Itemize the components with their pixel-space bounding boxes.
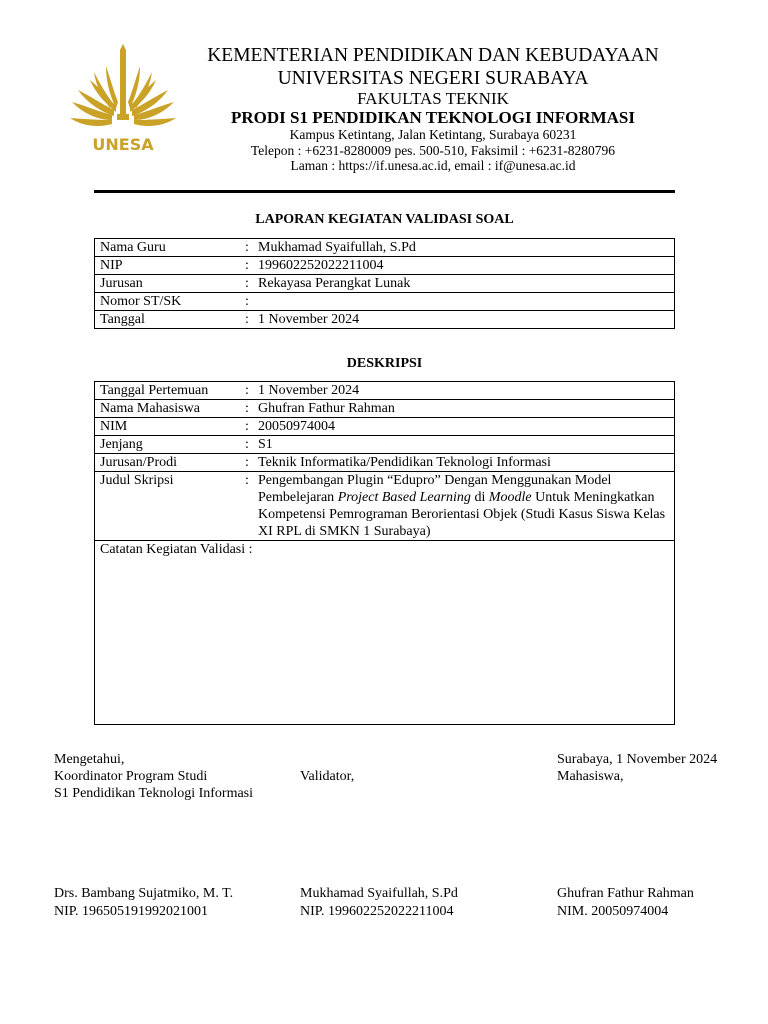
field-separator: : xyxy=(238,418,256,436)
address-line: Kampus Ketintang, Jalan Ketintang, Surabaya 60231 xyxy=(289,127,577,142)
sig-right-id: NIM. 20050974004 xyxy=(557,904,669,919)
field-separator: : xyxy=(238,436,256,454)
field-value: 199602252022211004 xyxy=(256,257,675,275)
thesis-text: Untuk Meningkatkan Kompetensi Pemrograman Berorientasi Objek (Studi Kasus Siswa Kelas XI RPL di SMKN 1 Surabaya) xyxy=(258,490,666,539)
field-label: Nomor ST/SK xyxy=(95,293,239,311)
thesis-italic: Moodle xyxy=(488,490,532,505)
field-value xyxy=(256,293,675,311)
notes-box xyxy=(95,541,675,725)
table-row xyxy=(95,293,675,311)
table-row xyxy=(95,454,675,472)
field-value: Teknik Informatika/Pendidikan Teknologi Informasi xyxy=(256,454,675,472)
field-separator: : xyxy=(238,472,256,541)
faculty-name: FAKULTAS TEKNIK xyxy=(357,89,509,108)
field-value: Rekayasa Perangkat Lunak xyxy=(256,275,675,293)
unesa-logo xyxy=(66,42,180,154)
notes-row xyxy=(95,541,675,725)
field-label: Jurusan/Prodi xyxy=(95,454,239,472)
program-name: PRODI S1 PENDIDIKAN TEKNOLOGI INFORMASI xyxy=(231,108,635,127)
sig-left-line2: Koordinator Program Studi xyxy=(54,769,208,784)
phone-line: Telepon : +6231-8280009 pes. 500-510, Faksimil : +6231-8280796 xyxy=(250,143,616,158)
sig-right-role: Mahasiswa, xyxy=(557,769,624,784)
header-divider xyxy=(94,190,675,193)
field-separator: : xyxy=(238,400,256,418)
field-label: Tanggal Pertemuan xyxy=(95,382,239,400)
field-separator: : xyxy=(238,257,256,275)
field-separator: : xyxy=(238,275,256,293)
university-name: UNIVERSITAS NEGERI SURABAYA xyxy=(277,68,589,89)
thesis-text: di xyxy=(470,490,489,505)
field-value: Ghufran Fathur Rahman xyxy=(256,400,675,418)
field-label: Jenjang xyxy=(95,436,239,454)
sig-left-id: NIP. 196505191992021001 xyxy=(54,904,209,919)
description-title: DESKRIPSI xyxy=(346,356,423,371)
sig-middle-name: Mukhamad Syaifullah, S.Pd xyxy=(300,886,458,901)
sig-right-date: Surabaya, 1 November 2024 xyxy=(557,752,718,767)
thesis-italic: Project Based Learning xyxy=(337,490,471,505)
field-label: NIP xyxy=(95,257,239,275)
web-line: Laman : https://if.unesa.ac.id, email : if@unesa.ac.id xyxy=(290,158,576,173)
report-title: LAPORAN KEGIATAN VALIDASI SOAL xyxy=(255,212,514,227)
field-value: 20050974004 xyxy=(256,418,675,436)
thesis-title xyxy=(256,472,675,541)
field-label: NIM xyxy=(95,418,239,436)
field-separator: : xyxy=(238,311,256,329)
sig-left-name: Drs. Bambang Sujatmiko, M. T. xyxy=(54,886,234,901)
sig-middle-role: Validator, xyxy=(300,769,355,784)
ministry-name: KEMENTERIAN PENDIDIKAN DAN KEBUDAYAAN xyxy=(207,45,659,66)
table-row xyxy=(95,436,675,454)
field-label: Nama Guru xyxy=(95,239,239,257)
table-row xyxy=(95,418,675,436)
table-row xyxy=(95,257,675,275)
table-row xyxy=(95,382,675,400)
field-separator: : xyxy=(238,239,256,257)
sig-left-line1: Mengetahui, xyxy=(54,752,125,767)
table-row xyxy=(95,472,675,541)
notes-label: Catatan Kegiatan Validasi : xyxy=(100,542,253,557)
field-value: 1 November 2024 xyxy=(256,382,675,400)
field-value: S1 xyxy=(256,436,675,454)
field-separator: : xyxy=(238,293,256,311)
field-value: 1 November 2024 xyxy=(256,311,675,329)
table-row xyxy=(95,275,675,293)
logo-text: UNESA xyxy=(92,135,154,154)
thesis-text: Pengembangan Plugin “Edupro” Dengan Menggunakan Model Pembelejaran xyxy=(258,473,612,505)
field-separator: : xyxy=(238,454,256,472)
description-table xyxy=(94,381,675,725)
table-row xyxy=(95,239,675,257)
field-label: Jurusan xyxy=(95,275,239,293)
table-row xyxy=(95,311,675,329)
sig-middle-id: NIP. 199602252022211004 xyxy=(300,904,454,919)
field-label: Nama Mahasiswa xyxy=(95,400,239,418)
table-row xyxy=(95,400,675,418)
field-value: Mukhamad Syaifullah, S.Pd xyxy=(256,239,675,257)
sig-right-name: Ghufran Fathur Rahman xyxy=(557,886,694,901)
teacher-info-table xyxy=(94,238,675,329)
field-label: Tanggal xyxy=(95,311,239,329)
field-separator: : xyxy=(238,382,256,400)
field-label: Judul Skripsi xyxy=(95,472,239,541)
sig-left-line3: S1 Pendidikan Teknologi Informasi xyxy=(54,786,254,801)
